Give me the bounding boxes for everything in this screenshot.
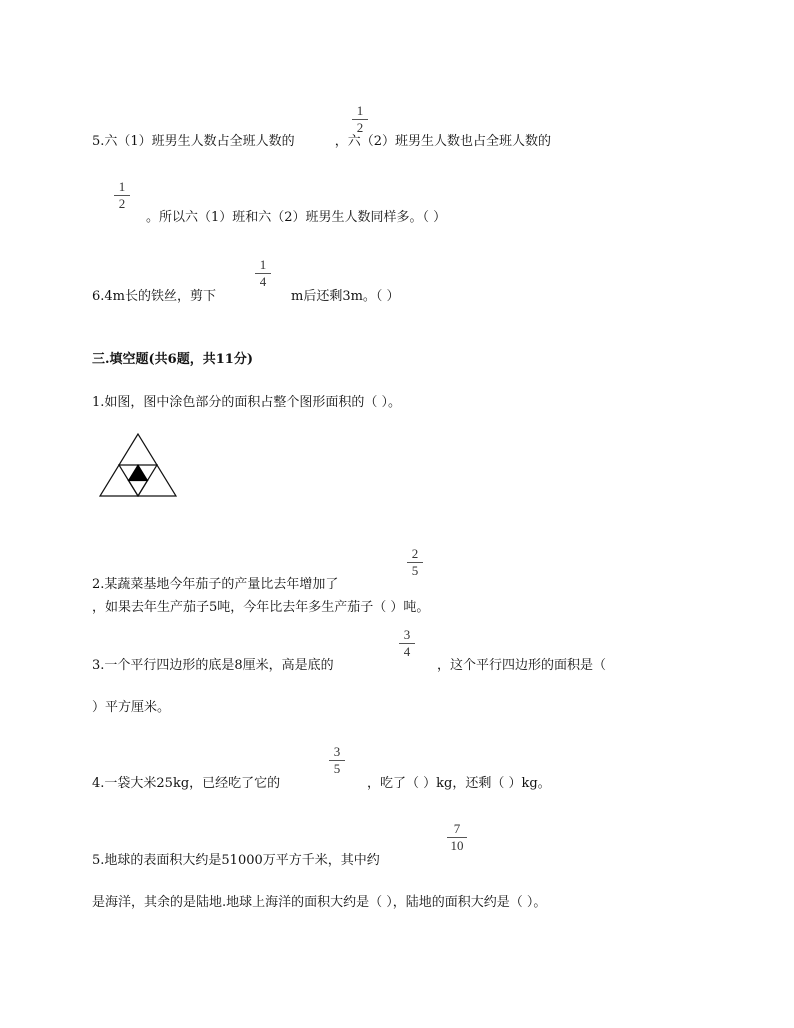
denominator: 2 (356, 120, 364, 135)
numerator: 2 (411, 546, 419, 561)
fill-q3-text-1: 3.一个平行四边形的底是8厘米，高是底的 (92, 658, 334, 673)
fraction-one-half-b (114, 180, 130, 211)
fill-q3-text-3: ）平方厘米。 (92, 700, 171, 715)
fill-q4-text-1: 4.一袋大米25kg，已经吃了它的 (92, 776, 281, 791)
shaded-triangle (129, 465, 148, 481)
fill-q5-text-1: 5.地球的表面积大约是51000万平方千米，其中约 (92, 853, 380, 868)
denominator: 4 (259, 274, 267, 289)
numerator: 3 (333, 744, 341, 759)
numerator: 1 (259, 257, 267, 272)
judge-q6-text-1: 6.4m长的铁丝，剪下 (92, 289, 217, 304)
fill-q4-text-2: ，吃了（ ）kg，还剩（ ）kg。 (367, 776, 551, 791)
fill-q3-text-2: ，这个平行四边形的面积是（ (437, 658, 607, 673)
numerator: 7 (453, 821, 461, 836)
judge-q5-text-3: 。所以六（1）班和六（2）班男生人数同样多。（ ） (146, 210, 447, 225)
question-text (92, 130, 551, 149)
numerator: 1 (356, 103, 364, 118)
fraction-one-quarter (255, 258, 271, 289)
judge-q6-text-2: m后还剩3m。（ ） (291, 289, 400, 304)
fill-q1-text: 1.如图，图中涂色部分的面积占整个图形面积的（ ）。 (92, 395, 402, 410)
section-title: 三.填空题(共6题，共11分) (92, 352, 253, 367)
judge-q5-text-2: ，六（2）班男生人数也占全班人数的 (334, 134, 551, 149)
fill-q2-text-2: ，如果去年生产茄子5吨，今年比去年多生产茄子（ ）吨。 (92, 600, 430, 615)
denominator: 10 (450, 838, 464, 853)
numerator: 3 (403, 627, 411, 642)
judge-q5-text-1: 5.六（1）班男生人数占全班人数的 (92, 134, 295, 149)
fraction-three-fifths (329, 745, 345, 776)
fill-q2-text-1: 2.某蔬菜基地今年茄子的产量比去年增加了 (92, 577, 339, 592)
inner-inverted-triangle (129, 481, 148, 497)
denominator: 2 (118, 196, 126, 211)
denominator: 4 (403, 644, 411, 659)
fraction-three-quarters (399, 628, 415, 659)
denominator: 5 (411, 563, 419, 578)
fill-q5-text-2: 是海洋，其余的是陆地.地球上海洋的面积大约是（ ），陆地的面积大约是（ ）。 (92, 895, 547, 910)
fraction-two-fifths (407, 547, 423, 578)
numerator: 1 (118, 179, 126, 194)
denominator: 5 (333, 761, 341, 776)
triangle-figure (98, 432, 178, 498)
fraction-seven-tenths (447, 822, 467, 853)
